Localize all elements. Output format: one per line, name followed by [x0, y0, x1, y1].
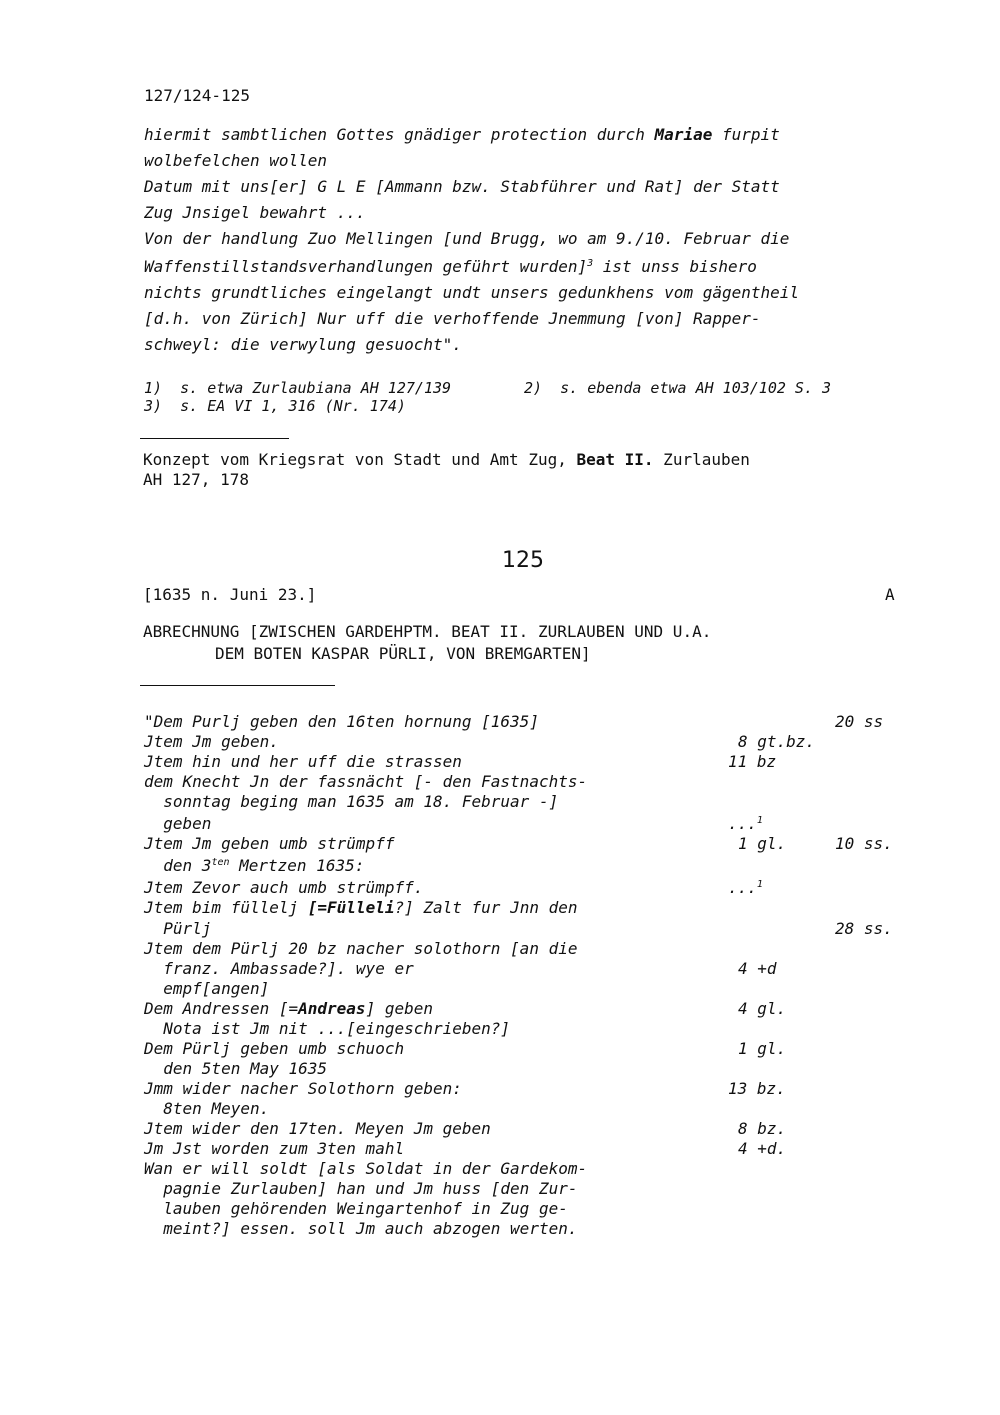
- amount: 4 +d.: [738, 1139, 787, 1158]
- footnote: 1) s. etwa Zurlaubiana AH 127/139: [144, 379, 452, 397]
- amount: 8 bz.: [738, 1119, 787, 1138]
- letter-line: Datum mit uns[er] G L E [Ammann bzw. Stabführer und Rat] der Statt: [144, 177, 780, 196]
- amount: 4 +d: [738, 959, 777, 978]
- entry-text: [144, 898, 578, 917]
- amount: 8 gt.bz.: [738, 732, 816, 751]
- letter-line: Von der handlung Zuo Mellingen [und Brugg, wo am 9./10. Februar die: [144, 229, 790, 248]
- bold-name: [=Fülleli: [307, 898, 395, 917]
- entry-text: Wan er will soldt [als Soldat in der Gardekom-: [144, 1159, 588, 1178]
- footnote-ref: 1: [756, 879, 763, 890]
- text-run: Waffenstillstandsverhandlungen geführt wurden]: [144, 257, 588, 276]
- source-line: [143, 450, 750, 470]
- amount: 4 gl.: [738, 999, 787, 1018]
- text-run: furpit: [712, 125, 780, 144]
- text-run: Jtem bim füllelj: [144, 898, 308, 917]
- bold-name: Beat II.: [576, 450, 654, 469]
- entry-text: Jtem wider den 17ten. Meyen Jm geben: [144, 1119, 491, 1138]
- entry-text: [144, 856, 364, 875]
- text-run: Zurlauben: [653, 450, 750, 469]
- entry-text: sonntag beging man 1635 am 18. Februar -]: [144, 792, 559, 811]
- entry-text: franz. Ambassade?]. wye er: [144, 959, 414, 978]
- divider: [140, 438, 289, 439]
- entry-text: Dem Pürlj geben umb schuoch: [144, 1039, 405, 1058]
- amount: 1 gl.: [738, 1039, 787, 1058]
- page-reference: 127/124-125: [144, 86, 250, 105]
- divider: [140, 685, 335, 686]
- footnote: 2) s. ebenda etwa AH 103/102 S. 3: [524, 379, 832, 397]
- amount: 11 bz: [728, 752, 777, 771]
- document-marker: A: [885, 585, 895, 604]
- entry-text: Jtem Jm geben.: [144, 732, 279, 751]
- amount: 1 gl.: [738, 834, 787, 853]
- entry-text: dem Knecht Jn der fassnächt [- den Fastnachts-: [144, 772, 588, 791]
- entry-text: den 5ten May 1635: [144, 1059, 328, 1078]
- source-line: AH 127, 178: [143, 470, 249, 489]
- text-run: Mertzen 1635:: [229, 856, 365, 875]
- amount-ss: 20 ss: [835, 712, 884, 731]
- bold-name: Mariae: [654, 125, 713, 144]
- letter-line: Zug Jnsigel bewahrt ...: [144, 203, 366, 222]
- text-run: ?] Zalt fur Jnn den: [394, 898, 578, 917]
- entry-text: Jtem Zevor auch umb strümpff.: [144, 878, 424, 897]
- text-run: ...: [728, 878, 757, 897]
- amount-ss: 10 ss.: [835, 834, 893, 853]
- entry-text: Jm Jst worden zum 3ten mahl: [144, 1139, 405, 1158]
- superscript: ten: [211, 857, 230, 868]
- entry-text: Nota ist Jm nit ...[eingeschrieben?]: [144, 1019, 511, 1038]
- letter-line: wolbefelchen wollen: [144, 151, 328, 170]
- entry-text: Jmm wider nacher Solothorn geben:: [144, 1079, 462, 1098]
- entry-text: lauben gehörenden Weingartenhof in Zug ge-: [144, 1199, 568, 1218]
- entry-text: geben: [144, 814, 212, 833]
- letter-line: [144, 254, 757, 280]
- text-run: ] geben: [365, 999, 433, 1018]
- entry-text: 8ten Meyen.: [144, 1099, 270, 1118]
- document-date: [1635 n. Juni 23.]: [143, 585, 317, 604]
- footnote-ref: 1: [756, 815, 763, 826]
- text-run: Konzept vom Kriegsrat von Stadt und Amt Zug,: [143, 450, 577, 469]
- footnote-ref: 3: [587, 258, 594, 269]
- bold-name: Andreas: [298, 999, 366, 1018]
- text-run: den 3: [144, 856, 212, 875]
- entry-text: Jtem hin und her uff die strassen: [144, 752, 462, 771]
- letter-line: nichts grundtliches eingelangt undt unsers gedunkhens vom gägentheil: [144, 283, 800, 302]
- entry-text: pagnie Zurlauben] han und Jm huss [den Zur-: [144, 1179, 578, 1198]
- letter-line: schweyl: die verwylung gesuocht".: [144, 335, 462, 354]
- amount-ss: 28 ss.: [835, 919, 893, 938]
- entry-text: [144, 999, 433, 1018]
- entry-text: empf[angen]: [144, 979, 270, 998]
- letter-line: [144, 122, 780, 148]
- text-run: Dem Andressen [=: [144, 999, 299, 1018]
- text-run: ist unss bishero: [593, 257, 757, 276]
- entry-text: meint?] essen. soll Jm auch abzogen werten.: [144, 1219, 578, 1238]
- entry-text: Jtem dem Pürlj 20 bz nacher solothorn [an die: [144, 939, 578, 958]
- amount: 13 bz.: [728, 1079, 786, 1098]
- document-number: 125: [502, 548, 544, 573]
- text-run: hiermit sambtlichen Gottes gnädiger protection durch: [144, 125, 655, 144]
- footnote: 3) s. EA VI 1, 316 (Nr. 174): [144, 397, 406, 415]
- text-run: ...: [728, 814, 757, 833]
- document-heading: DEM BOTEN KASPAR PÜRLI, VON BREMGARTEN]: [215, 644, 591, 663]
- document-heading: ABRECHNUNG [ZWISCHEN GARDEHPTM. BEAT II. ZURLAUBEN UND U.A.: [143, 622, 712, 641]
- entry-text: Jtem Jm geben umb strümpff: [144, 834, 395, 853]
- amount: [728, 878, 763, 897]
- amount: [728, 814, 763, 833]
- entry-text: Pürlj: [144, 919, 212, 938]
- entry-text: "Dem Purlj geben den 16ten hornung [1635]: [144, 712, 539, 731]
- letter-line: [d.h. von Zürich] Nur uff die verhoffende Jnemmung [von] Rapper-: [144, 309, 761, 328]
